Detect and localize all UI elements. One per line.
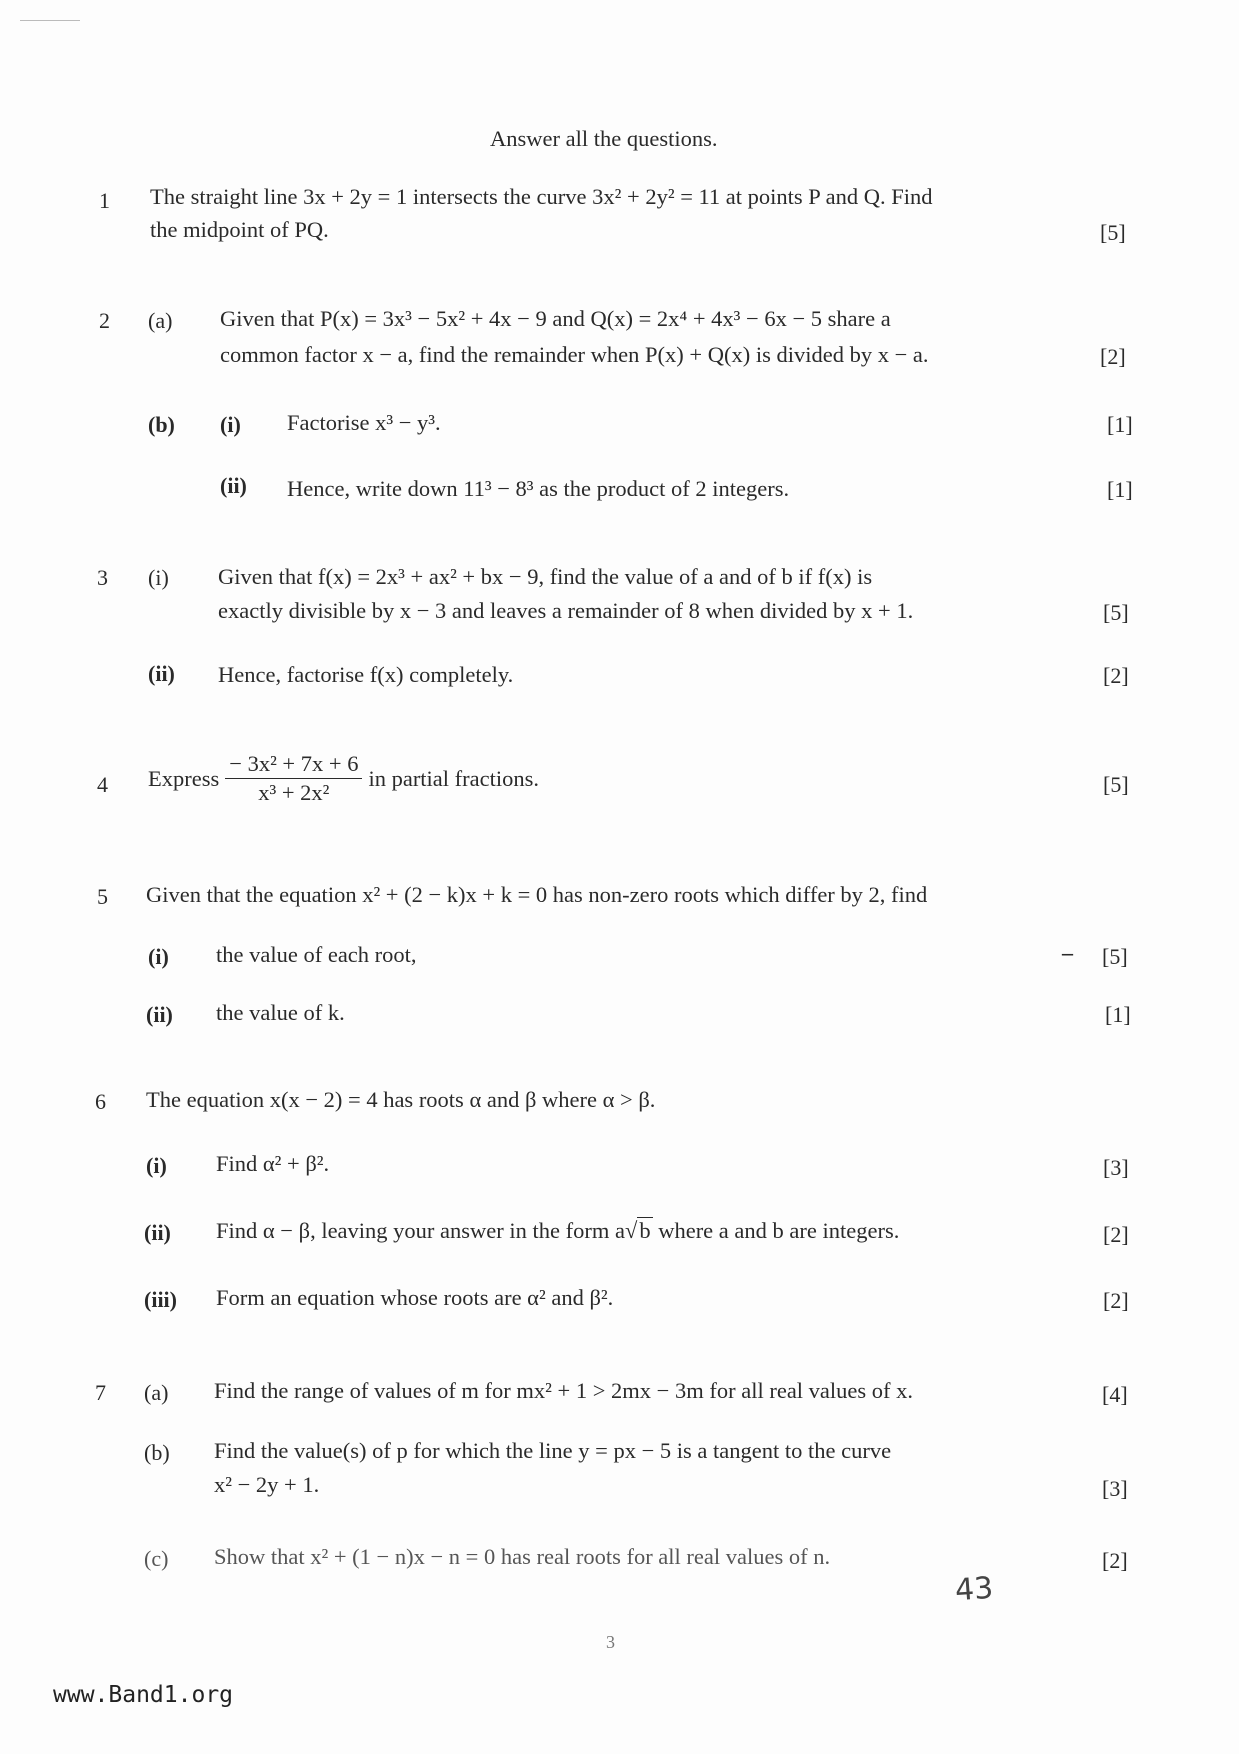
q7c-label: (c) bbox=[144, 1546, 169, 1571]
q6-number: 6 bbox=[95, 1089, 106, 1114]
q6i-label: (i) bbox=[146, 1153, 167, 1178]
q5i-label: (i) bbox=[148, 944, 169, 969]
q2a-line1: Given that P(x) = 3x³ − 5x² + 4x − 9 and Q(x) = 2x⁴ + 4x³ − 6x − 5 share a bbox=[220, 306, 891, 331]
q7-number: 7 bbox=[95, 1380, 106, 1405]
q5ii-label: (ii) bbox=[146, 1002, 173, 1027]
q2a-line2: common factor x − a, find the remainder when P(x) + Q(x) is divided by x − a. bbox=[220, 342, 929, 367]
footer-url[interactable]: www.Band1.org bbox=[53, 1682, 234, 1708]
q7b-label: (b) bbox=[144, 1440, 170, 1465]
q1-number: 1 bbox=[99, 188, 110, 213]
page-number: 3 bbox=[606, 1632, 615, 1652]
q3i-line2: exactly divisible by x − 3 and leaves a remainder of 8 when divided by x + 1. bbox=[218, 598, 914, 623]
q1-line1: The straight line 3x + 2y = 1 intersects the curve 3x² + 2y² = 11 at points P and Q. Find bbox=[150, 184, 933, 209]
q1-marks: [5] bbox=[1100, 220, 1126, 245]
q4-fraction bbox=[225, 750, 362, 807]
q4-numerator: − 3x² + 7x + 6 bbox=[225, 750, 362, 779]
scan-artifact bbox=[20, 20, 80, 21]
q4-pre: Express bbox=[148, 765, 220, 791]
q6ii-label: (ii) bbox=[144, 1220, 171, 1245]
q5i-marks: [5] bbox=[1102, 944, 1128, 969]
q7a-label: (a) bbox=[144, 1380, 169, 1405]
q7c-marks: [2] bbox=[1102, 1548, 1128, 1573]
q4-expression bbox=[148, 750, 539, 807]
q3ii-label: (ii) bbox=[148, 661, 175, 686]
q5-number: 5 bbox=[97, 884, 108, 909]
scan-dash-mark: – bbox=[1062, 940, 1073, 965]
q2-number: 2 bbox=[99, 308, 110, 333]
q4-post: in partial fractions. bbox=[368, 765, 540, 791]
q6i-text: Find α² + β². bbox=[216, 1151, 330, 1176]
q7a-text: Find the range of values of m for mx² + 1 > 2mx − 3m for all real values of x. bbox=[214, 1378, 914, 1403]
q3i-line1: Given that f(x) = 2x³ + ax² + bx − 9, find the value of a and of b if f(x) is bbox=[218, 564, 873, 589]
q6ii-marks: [2] bbox=[1103, 1222, 1129, 1247]
q3ii-marks: [2] bbox=[1103, 663, 1129, 688]
q5ii-marks: [1] bbox=[1105, 1002, 1131, 1027]
instructions-heading: Answer all the questions. bbox=[490, 126, 718, 151]
q5i-text: the value of each root, bbox=[216, 942, 417, 967]
q2bii-text: Hence, write down 11³ − 8³ as the product of 2 integers. bbox=[287, 476, 790, 501]
q7b-line2: x² − 2y + 1. bbox=[214, 1472, 320, 1497]
q2bi-marks: [1] bbox=[1107, 412, 1133, 437]
q6-stem: The equation x(x − 2) = 4 has roots α and β where α > β. bbox=[146, 1087, 656, 1112]
q7c-text: Show that x² + (1 − n)x − n = 0 has real roots for all real values of n. bbox=[214, 1544, 831, 1569]
handwritten-note: 43 bbox=[953, 1570, 995, 1609]
q2a-marks: [2] bbox=[1100, 344, 1126, 369]
q5-stem: Given that the equation x² + (2 − k)x + k = 0 has non-zero roots which differ by 2, find bbox=[146, 882, 928, 907]
q3-number: 3 bbox=[97, 565, 108, 590]
q6ii-text: Find α − β, leaving your answer in the form a√b where a and b are integers. bbox=[216, 1218, 900, 1243]
q6iii-marks: [2] bbox=[1103, 1288, 1129, 1313]
q2bii-label: (ii) bbox=[220, 473, 247, 498]
q1-line2: the midpoint of PQ. bbox=[150, 217, 329, 242]
q6iii-text: Form an equation whose roots are α² and β². bbox=[216, 1285, 614, 1310]
q4-number: 4 bbox=[97, 772, 108, 797]
q7a-marks: [4] bbox=[1102, 1382, 1128, 1407]
q2bi-text: Factorise x³ − y³. bbox=[287, 410, 441, 435]
q6i-marks: [3] bbox=[1103, 1155, 1129, 1180]
q7b-marks: [3] bbox=[1102, 1476, 1128, 1501]
q6ii-pre: Find α − β, leaving your answer in the form a bbox=[216, 1218, 625, 1243]
q3i-label: (i) bbox=[148, 565, 169, 590]
q3ii-text: Hence, factorise f(x) completely. bbox=[218, 662, 514, 687]
q3i-marks: [5] bbox=[1103, 600, 1129, 625]
q4-marks: [5] bbox=[1103, 772, 1129, 797]
q6ii-post: where a and b are integers. bbox=[652, 1218, 900, 1243]
q6ii-sqrt-arg: b bbox=[639, 1218, 651, 1243]
q5ii-text: the value of k. bbox=[216, 1000, 345, 1025]
q2a-label: (a) bbox=[148, 308, 173, 333]
q2bi-label: (i) bbox=[220, 412, 241, 437]
q6iii-label: (iii) bbox=[144, 1287, 177, 1312]
q4-denominator: x³ + 2x² bbox=[258, 780, 330, 805]
q2b-label: (b) bbox=[148, 412, 175, 437]
q2bii-marks: [1] bbox=[1107, 477, 1133, 502]
q7b-line1: Find the value(s) of p for which the line y = px − 5 is a tangent to the curve bbox=[214, 1438, 892, 1463]
